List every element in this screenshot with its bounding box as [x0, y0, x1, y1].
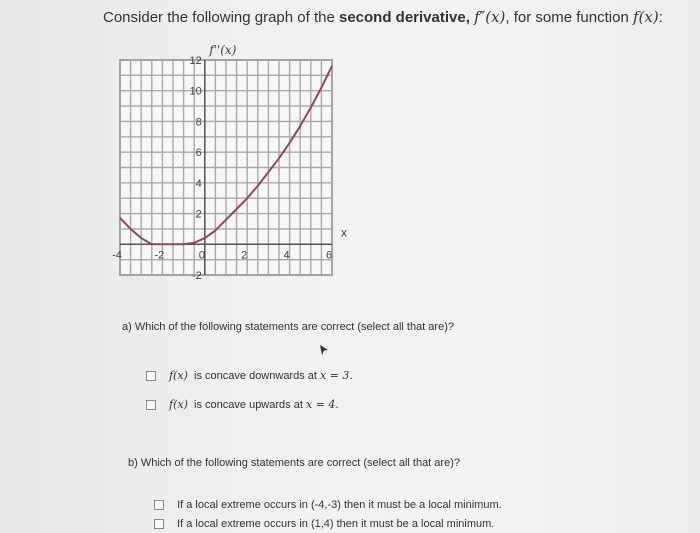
question-mid: , for some function [505, 9, 629, 26]
checkbox[interactable] [146, 371, 156, 381]
question-suffix: : [658, 9, 663, 26]
question-header [103, 8, 663, 26]
x-tick-label: 0 [198, 249, 205, 262]
x-tick-label: -4 [112, 249, 122, 262]
option-text: is concave downwards at [194, 370, 317, 382]
x-tick-label: 4 [283, 249, 290, 262]
option-text: If a local extreme occurs in (1,4) then it must be a local minimum. [177, 518, 495, 530]
y-tick-label: 12 [189, 55, 202, 67]
checkbox[interactable] [154, 519, 164, 529]
second-derivative-symbol: f″(x) [474, 8, 506, 26]
x-axis-label: x [341, 225, 347, 240]
option-condition: x = 4. [305, 398, 339, 411]
checkbox[interactable] [154, 500, 164, 510]
x-tick-label: 2 [241, 249, 248, 262]
graph-container [112, 40, 352, 305]
y-tick-label: 6 [195, 147, 202, 160]
option-text: is concave upwards at [194, 399, 303, 411]
function-symbol: f(x) [632, 8, 659, 26]
part-b-option-2[interactable] [154, 518, 494, 530]
question-prefix: Consider the following graph of the [103, 9, 335, 26]
part-a-option-1[interactable] [146, 369, 353, 382]
part-a-option-2[interactable] [146, 398, 339, 411]
y-tick-label: 8 [195, 116, 202, 129]
x-tick-label: 6 [325, 249, 333, 262]
option-condition: x = 3. [320, 369, 353, 382]
y-tick-label: 10 [189, 85, 202, 98]
question-emphasis: second derivative, [338, 9, 470, 26]
second-derivative-graph [112, 40, 352, 300]
part-a-prompt: a) Which of the following statements are correct (select all that are)? [122, 321, 454, 333]
checkbox[interactable] [146, 400, 156, 410]
option-text: If a local extreme occurs in (-4,-3) then it must be a local minimum. [177, 499, 502, 511]
option-function: f(x) [169, 398, 188, 411]
chart-grid [120, 60, 332, 275]
y-tick-label: 4 [195, 177, 202, 190]
x-tick-label: -2 [154, 249, 165, 262]
part-b-prompt: b) Which of the following statements are correct (select all that are)? [128, 457, 460, 469]
y-tick-label: 2 [195, 208, 202, 221]
mouse-cursor-icon [319, 344, 329, 356]
option-function: f(x) [169, 369, 188, 382]
chart-title: f''(x) [209, 43, 237, 57]
part-b-option-1[interactable] [154, 499, 502, 511]
y-tick-label: -2 [192, 270, 202, 282]
